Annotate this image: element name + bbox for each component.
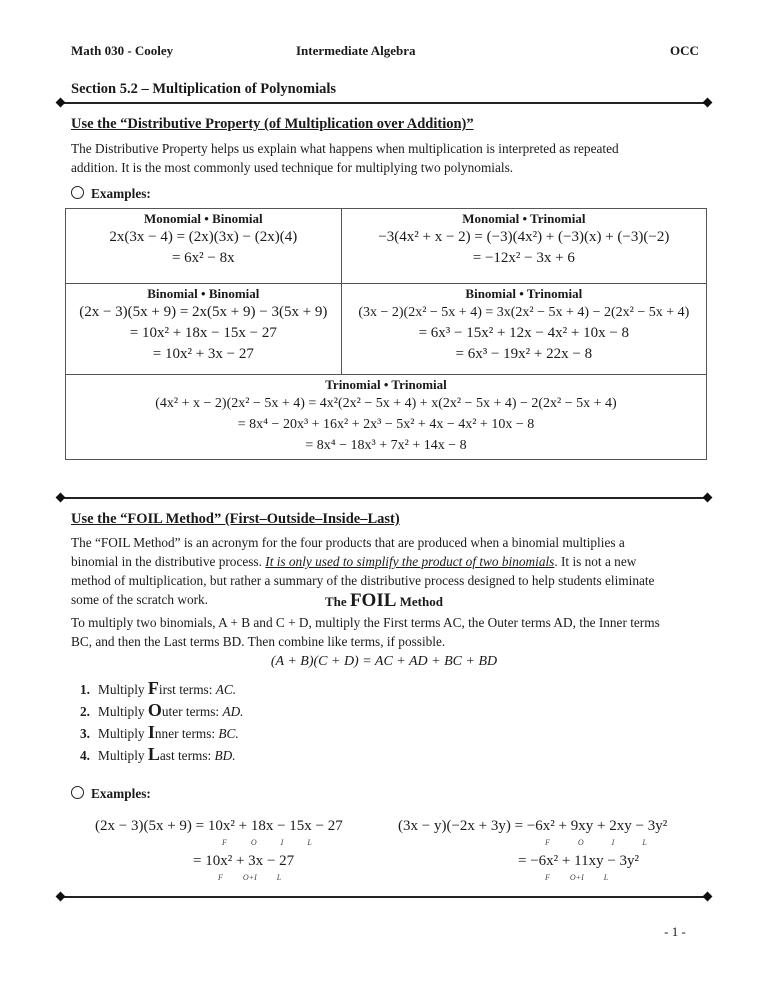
- foil-title: [0, 590, 768, 612]
- label: I: [611, 838, 615, 847]
- foil-steps: [80, 678, 244, 766]
- math-line: 2x(3x − 4) = (2x)(3x) − (2x)(4): [109, 229, 298, 245]
- lhs: (2x − 3)(5x + 9) =: [95, 818, 208, 834]
- body-text: . It is not a new: [554, 554, 637, 569]
- body-line: The Distributive Property helps us explain what happens when multiplication is interpreted as repeated: [71, 141, 619, 156]
- step-rest: uter terms:: [161, 704, 223, 719]
- label: L: [307, 838, 312, 847]
- step-num: 2.: [80, 704, 90, 719]
- divider: [60, 896, 708, 898]
- foil-example-1: [95, 818, 343, 835]
- math-line: = 6x³ − 15x² + 12x − 4x² + 10x − 8: [418, 325, 630, 341]
- step-pre: Multiply: [98, 682, 148, 697]
- cell-title: Binomial • Binomial: [147, 286, 260, 301]
- foil-example-1-line2: [193, 853, 294, 870]
- math-line: (3x − 2)(2x² − 5x + 4) = 3x(2x² − 5x + 4) − 2(2x² − 5x + 4): [358, 305, 690, 320]
- math-line: (4x² + x − 2)(2x² − 5x + 4) = 4x²(2x² − 5x + 4) + x(2x² − 5x + 4) − 2(2x² − 5x + 4): [155, 396, 617, 411]
- math-line: = 8x⁴ − 20x³ + 16x² + 2x³ − 5x² + 4x − 4x² + 10x − 8: [237, 417, 535, 432]
- cell-trinomial-trinomial: [66, 375, 707, 460]
- label: O: [577, 838, 584, 847]
- header-course: Math 030 - Cooley: [71, 43, 174, 58]
- label: F: [222, 838, 227, 847]
- step-item: [80, 744, 244, 766]
- label: O+I: [242, 873, 257, 882]
- foil-examples-label: [71, 786, 151, 802]
- math-line: −3(4x² + x − 2) = (−3)(4x²) + (−3)(x) + (−3)(−2): [378, 229, 670, 245]
- step-cap: O: [147, 700, 162, 720]
- examples-text: Examples:: [91, 186, 151, 201]
- step-rest: nner terms:: [154, 726, 219, 741]
- lhs: (3x − y)(−2x + 3y) =: [398, 818, 527, 834]
- term: 10x²: [207, 818, 235, 834]
- step-cap: L: [147, 744, 160, 764]
- math-line: = −12x² − 3x + 6: [472, 250, 575, 266]
- step-item: [80, 722, 244, 744]
- term: − 3y²: [631, 818, 668, 834]
- math-line: = 10x² + 3x − 27: [152, 346, 254, 362]
- body-text: binomial in the distributive process.: [71, 554, 266, 569]
- divider: [60, 497, 708, 499]
- label: L: [276, 873, 282, 882]
- foil-formula: (A + B)(C + D) = AC + AD + BC + BD: [270, 654, 498, 669]
- body-line: method of multiplication, but rather a summary of the distributive process designed to help students eliminate: [71, 573, 655, 588]
- label: F: [218, 873, 223, 882]
- step-cap: I: [147, 722, 155, 742]
- cell-binomial-trinomial: [341, 284, 706, 375]
- label: L: [603, 873, 609, 882]
- cell-binomial-binomial: [66, 284, 342, 375]
- label: O+I: [569, 873, 584, 882]
- step-rest: irst terms:: [158, 682, 216, 697]
- distributive-body: [71, 139, 711, 177]
- desc-line: To multiply two binomials, A + B and C + D, multiply the First terms AC, the Outer terms AD, the Inner terms: [71, 615, 660, 630]
- term: + 2xy: [593, 818, 632, 834]
- math-line: = 6x² − 8x: [171, 250, 235, 266]
- title-big: FOIL: [349, 590, 397, 611]
- cell-title: Trinomial • Trinomial: [325, 377, 447, 392]
- term: + 18x: [234, 818, 274, 834]
- step-item: [80, 678, 244, 700]
- body-line: The “FOIL Method” is an acronym for the four products that are produced when a binomial multiplies a: [71, 535, 625, 550]
- examples-table: [65, 208, 707, 460]
- math-line: (2x − 3)(5x + 9) = 2x(5x + 9) − 3(5x + 9): [79, 304, 328, 320]
- term: −6x²: [526, 818, 555, 834]
- math-line: = 8x⁴ − 18x³ + 7x² + 14x − 8: [305, 438, 467, 453]
- step-terms: AC.: [215, 682, 237, 697]
- cell-monomial-trinomial: [341, 209, 706, 284]
- emphasis-text: It is only used to simplify the product of two binomials: [265, 554, 555, 569]
- cell-title: Binomial • Trinomial: [465, 286, 583, 301]
- math-line: = 10x² + 18x − 15x − 27: [129, 325, 277, 341]
- header-title: Intermediate Algebra: [296, 43, 416, 58]
- foil-labels-1b: [218, 873, 281, 882]
- title-pre: The: [325, 594, 350, 609]
- label: F: [545, 838, 550, 847]
- label: L: [642, 838, 647, 847]
- step-terms: BD.: [214, 748, 236, 763]
- term: + 3x: [232, 853, 264, 869]
- step-pre: Multiply: [98, 726, 148, 741]
- foil-description: [71, 613, 711, 651]
- foil-labels-2: [545, 838, 647, 847]
- examples-text: Examples:: [91, 786, 151, 801]
- step-cap: F: [147, 678, 159, 698]
- term: = 10x²: [193, 853, 233, 869]
- desc-line: BC, and then the Last terms BD. Then combine like terms, if possible.: [71, 634, 446, 649]
- examples-label: [71, 186, 151, 202]
- label: O: [250, 838, 257, 847]
- step-item: [80, 700, 244, 722]
- step-terms: AD.: [222, 704, 244, 719]
- step-pre: Multiply: [98, 704, 148, 719]
- term: − 27: [263, 853, 295, 869]
- cell-title: Monomial • Trinomial: [462, 211, 586, 226]
- foil-labels-2b: [545, 873, 608, 882]
- label: I: [280, 838, 284, 847]
- body-line: [71, 552, 711, 571]
- foil-heading: Use the “FOIL Method” (First–Outside–Inside–Last): [71, 511, 400, 527]
- foil-example-2-line2: [518, 853, 639, 870]
- math-line: = 6x³ − 19x² + 22x − 8: [455, 346, 593, 362]
- body-line: some of the scratch work.: [71, 592, 208, 607]
- smiley-icon: [71, 786, 84, 799]
- label: F: [545, 873, 550, 882]
- term: − 3y²: [603, 853, 640, 869]
- header-school: OCC: [670, 43, 699, 58]
- smiley-icon: [71, 186, 84, 199]
- step-terms: BC.: [218, 726, 239, 741]
- body-line: addition. It is the most commonly used technique for multiplying two polynomials.: [71, 160, 514, 175]
- cell-monomial-binomial: [66, 209, 342, 284]
- cell-title: Monomial • Binomial: [143, 211, 263, 226]
- step-pre: Multiply: [98, 748, 148, 763]
- distributive-heading: Use the “Distributive Property (of Multiplication over Addition)”: [71, 116, 474, 132]
- foil-labels-1: [222, 838, 312, 847]
- step-rest: ast terms:: [159, 748, 215, 763]
- step-num: 4.: [80, 748, 90, 763]
- section-title: Section 5.2 – Multiplication of Polynomials: [71, 81, 337, 97]
- term: + 11xy: [558, 853, 604, 869]
- foil-example-2: [398, 818, 667, 835]
- divider: [60, 102, 708, 104]
- term: + 9xy: [554, 818, 594, 834]
- page-number: - 1 -: [664, 924, 686, 939]
- term: = −6x²: [518, 853, 559, 869]
- term: − 15x: [273, 818, 312, 834]
- step-num: 3.: [80, 726, 90, 741]
- term: − 27: [311, 818, 343, 834]
- title-post: Method: [396, 594, 443, 609]
- step-num: 1.: [80, 682, 90, 697]
